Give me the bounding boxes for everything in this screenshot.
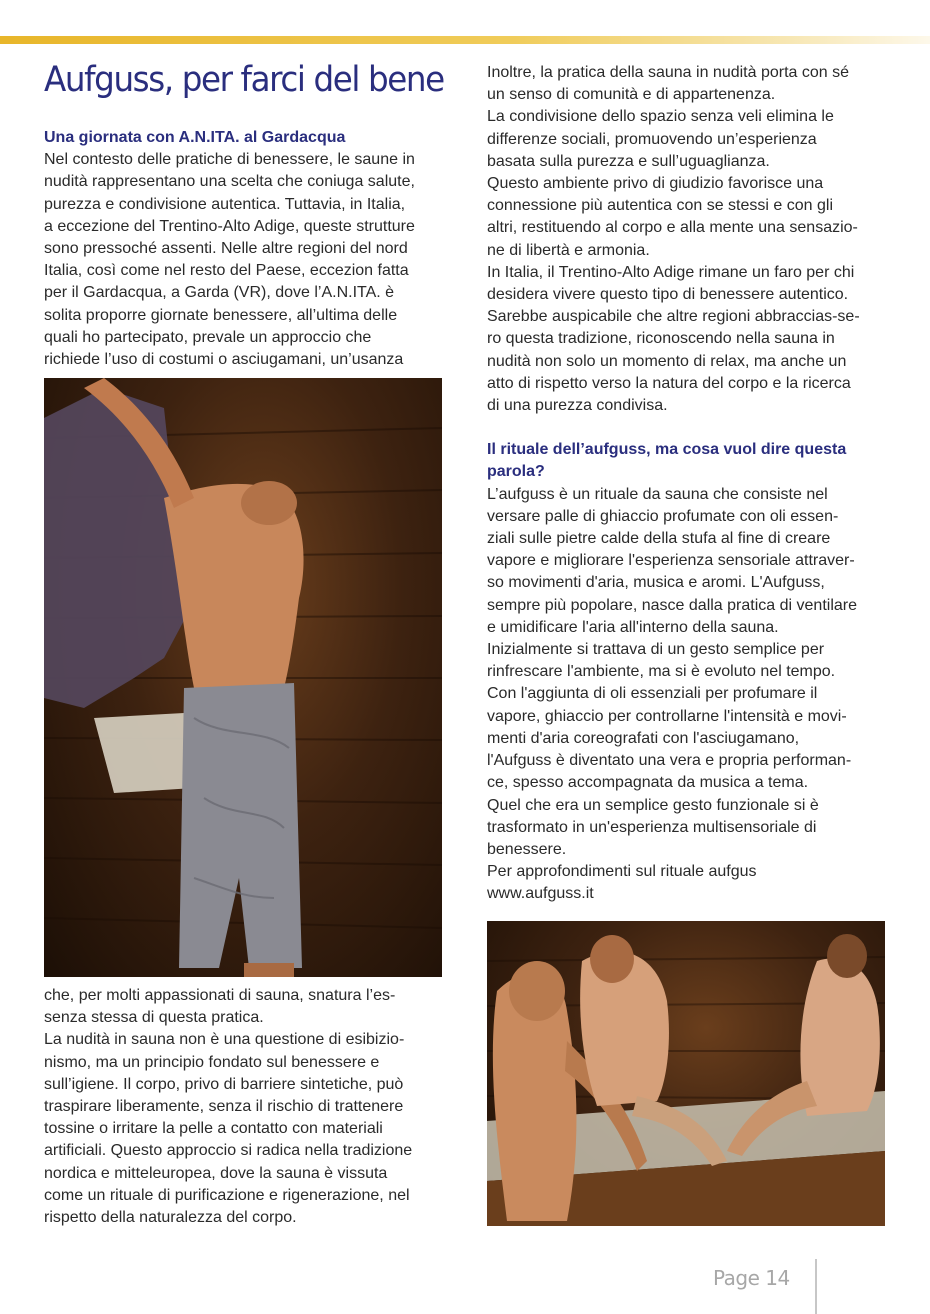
body-line: atto di rispetto verso la natura del corpo e la ricerca bbox=[487, 374, 851, 392]
body-line: ziali sulle pietre calde della stufa al fine di creare bbox=[487, 530, 831, 548]
body-line: vapore e migliorare l'esperienza sensoriale attraver- bbox=[487, 552, 855, 570]
body-line: traspirare liberamente, senza il rischio di trattenere bbox=[44, 1098, 404, 1116]
body-line: nudità rappresentano una scelta che coniuga salute, bbox=[44, 173, 415, 191]
body-line: differenze sociali, promuovendo un’esperienza bbox=[487, 130, 817, 148]
body-line: sull’igiene. Il corpo, privo di barriere sintetiche, può bbox=[44, 1075, 404, 1093]
body-line: di una purezza condivisa. bbox=[487, 397, 668, 415]
sauna-photo-towel-illustration bbox=[44, 378, 442, 977]
body-line: Per approfondimenti sul rituale aufgus bbox=[487, 863, 757, 881]
body-line: so movimenti d'aria, musica e aromi. L'Aufguss, bbox=[487, 574, 825, 592]
body-line: In Italia, il Trentino-Alto Adige rimane un faro per chi bbox=[487, 263, 855, 281]
body-line: La nudità in sauna non è una questione di esibizio- bbox=[44, 1031, 405, 1049]
body-line: e umidificare l'aria all'interno della sauna. bbox=[487, 618, 779, 636]
paragraph-spacer bbox=[487, 417, 891, 439]
body-line: che, per molti appassionati di sauna, snatura l’es- bbox=[44, 987, 396, 1004]
body-line: solita proporre giornate benessere, all’ultima delle bbox=[44, 306, 398, 324]
sauna-photo-group-illustration bbox=[487, 921, 885, 1226]
body-line: Con l'aggiunta di oli essenziali per profumare il bbox=[487, 685, 818, 703]
body-line: menti d'aria coreografati con l'asciugamano, bbox=[487, 729, 800, 747]
left-column-bottom bbox=[44, 985, 444, 1229]
body-line: Sarebbe auspicabile che altre regioni abbraccias-se- bbox=[487, 308, 860, 326]
page-number: Page 14 bbox=[713, 1266, 790, 1290]
body-line: l'Aufguss è diventato una vera e propria performan- bbox=[487, 752, 852, 770]
body-line: nismo, ma un principio fondato sul benessere e bbox=[44, 1053, 380, 1071]
body-line: versare palle di ghiaccio profumate con oli essen- bbox=[487, 507, 839, 525]
body-line: ro questa tradizione, riconoscendo nella sauna in bbox=[487, 330, 835, 348]
body-line: per il Gardacqua, a Garda (VR), dove l’A.N.ITA. è bbox=[44, 284, 395, 302]
left-column-top bbox=[44, 127, 444, 371]
body-line: desidera vivere questo tipo di benessere autentico. bbox=[487, 286, 849, 304]
top-accent-bar bbox=[0, 36, 930, 44]
body-line: Nel contesto delle pratiche di benessere, le saune in bbox=[44, 151, 415, 169]
section-heading-aufguss-cont: parola? bbox=[487, 463, 545, 481]
body-line: rispetto della naturalezza del corpo. bbox=[44, 1209, 297, 1227]
body-line: trasformato in un'esperienza multisensoriale di bbox=[487, 818, 817, 836]
body-line: altri, restituendo al corpo e alla mente una sensazio- bbox=[487, 219, 858, 237]
body-line: a eccezione del Trentino-Alto Adige, queste strutture bbox=[44, 217, 415, 235]
website-link[interactable]: www.aufguss.it bbox=[487, 885, 594, 903]
body-line: L’aufguss è un rituale da sauna che consiste nel bbox=[487, 485, 828, 503]
body-line: tossine o irritare la pelle a contatto con materiali bbox=[44, 1120, 383, 1138]
body-line: senza stessa di questa pratica. bbox=[44, 1009, 264, 1027]
body-line: nordica e mitteleuropea, dove la sauna è vissuta bbox=[44, 1164, 388, 1182]
body-line: nudità non solo un momento di relax, ma anche un bbox=[487, 352, 847, 370]
body-line: quali ho partecipato, prevale un approccio che bbox=[44, 328, 372, 346]
body-line: un senso di comunità e di appartenenza. bbox=[487, 86, 776, 104]
sauna-photo-group bbox=[487, 921, 885, 1226]
body-line: ce, spesso accompagnata da musica a tema. bbox=[487, 774, 809, 792]
sauna-photo-towel bbox=[44, 378, 442, 977]
body-line: Inoltre, la pratica della sauna in nudità porta con sé bbox=[487, 64, 850, 81]
body-line: Italia, così come nel resto del Paese, eccezion fatta bbox=[44, 262, 409, 280]
footer-divider bbox=[815, 1259, 817, 1314]
body-line: La condivisione dello spazio senza veli elimina le bbox=[487, 108, 834, 126]
body-line: ne di libertà e armonia. bbox=[487, 241, 650, 259]
body-line: rinfrescare l'ambiente, ma si è evoluto nel tempo. bbox=[487, 663, 836, 681]
body-line: basata sulla purezza e sull’uguaglianza. bbox=[487, 152, 770, 170]
body-line: benessere. bbox=[487, 840, 567, 858]
body-line: connessione più autentica con se stessi e con gli bbox=[487, 197, 833, 215]
body-line: come un rituale di purificazione e rigenerazione, nel bbox=[44, 1186, 410, 1204]
body-line: sempre più popolare, nasce dalla pratica di ventilare bbox=[487, 596, 857, 614]
article-title: Aufguss, per farci del bene bbox=[44, 60, 444, 100]
section-heading-gardacqua: Una giornata con A.N.ITA. al Gardacqua bbox=[44, 129, 346, 146]
body-line: artificiali. Questo approccio si radica nella tradizione bbox=[44, 1142, 413, 1160]
section-heading-aufguss: Il rituale dell’aufguss, ma cosa vuol dire questa bbox=[487, 441, 847, 459]
body-line: Inizialmente si trattava di un gesto semplice per bbox=[487, 641, 825, 659]
body-line: vapore, ghiaccio per controllarne l'intensità e movi- bbox=[487, 707, 847, 725]
body-line: richiede l’uso di costumi o asciugamani, un’usanza bbox=[44, 351, 404, 369]
right-column bbox=[487, 62, 891, 906]
body-line: Questo ambiente privo di giudizio favorisce una bbox=[487, 175, 824, 193]
body-line: Quel che era un semplice gesto funzionale si è bbox=[487, 796, 819, 814]
body-line: purezza e condivisione autentica. Tuttavia, in Italia, bbox=[44, 195, 406, 213]
body-line: sono pressoché assenti. Nelle altre regioni del nord bbox=[44, 240, 408, 258]
